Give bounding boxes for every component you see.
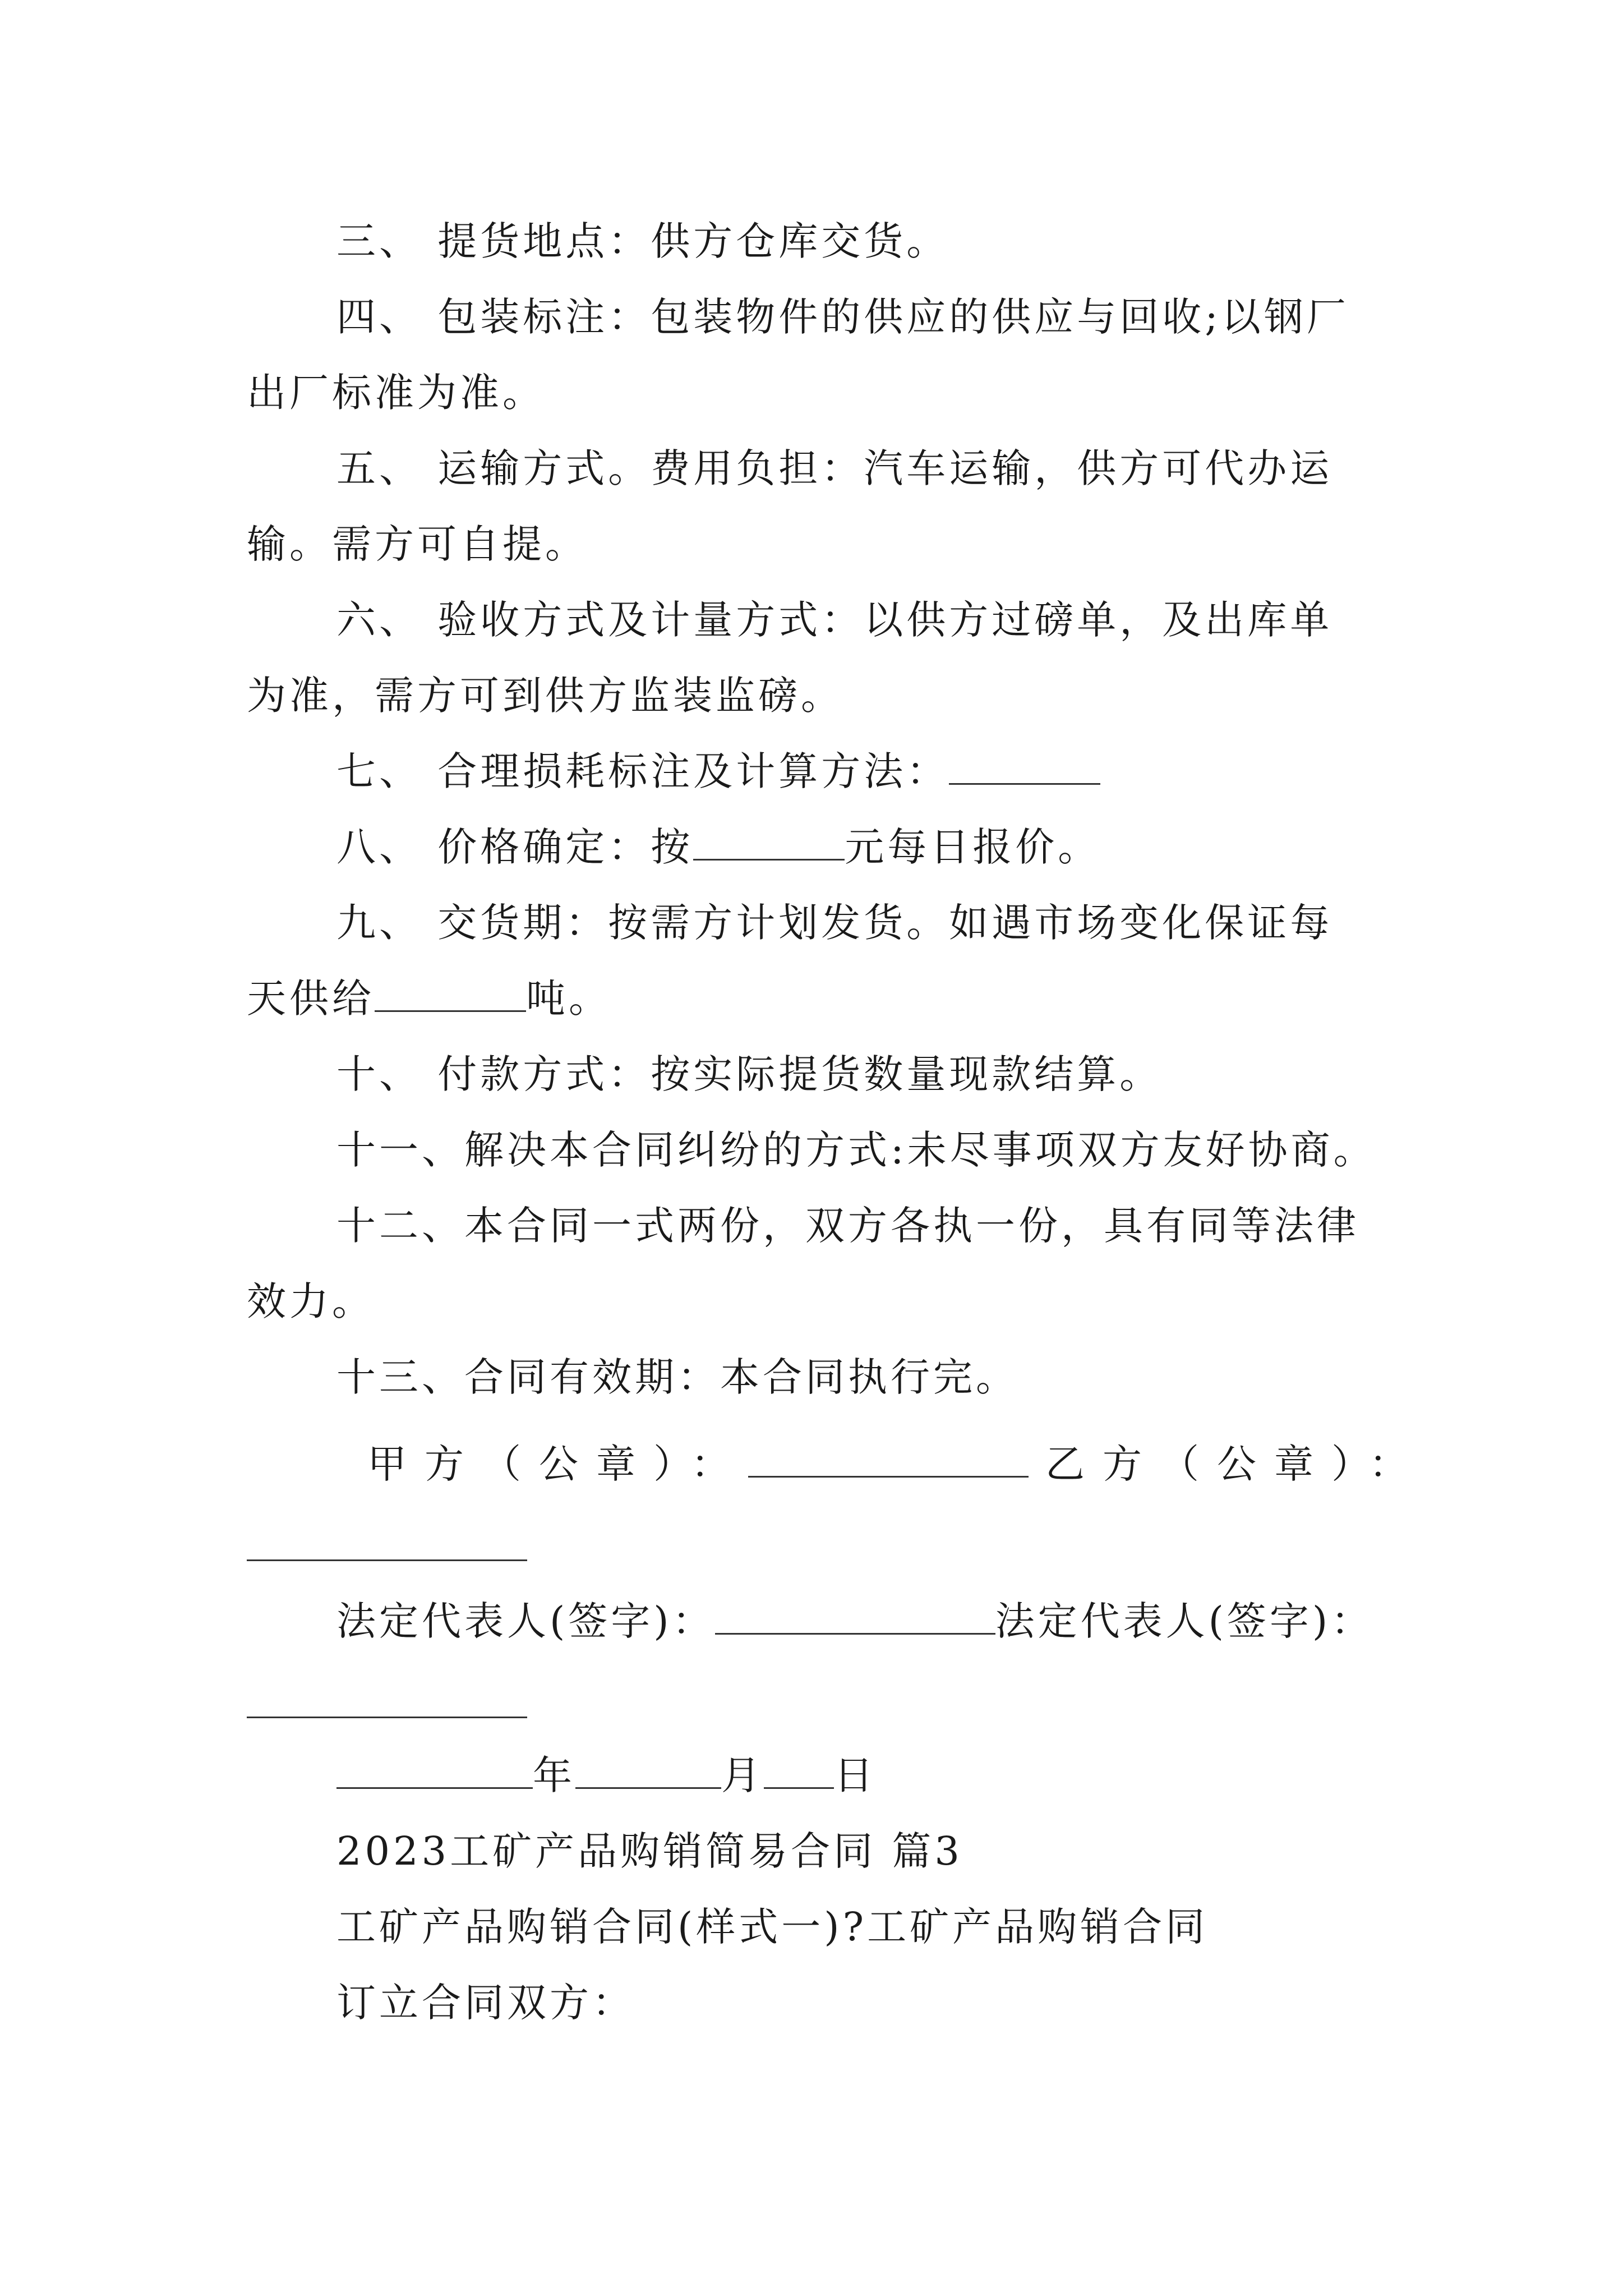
party-b-blank xyxy=(247,1559,527,1561)
rep-a-blank xyxy=(715,1599,995,1635)
clause-11: 十一、解决本合同纠纷的方式:未尽事项双方友好协商。 xyxy=(336,1127,1376,1173)
clause-9-line-2 xyxy=(247,973,611,1024)
clause-3: 三、 提货地点：供方仓库交货。 xyxy=(336,218,949,264)
clause-6-line-2: 为准，需方可到供方监装监磅。 xyxy=(247,673,843,719)
section-subtitle: 工矿产品购销合同(样式一)?工矿产品购销合同 xyxy=(336,1904,1209,1950)
clause-4-line-2: 出厂标准为准。 xyxy=(247,370,545,416)
clause-7 xyxy=(336,746,1100,797)
representative-row xyxy=(336,1596,1373,1646)
clause-4-line-1: 四、 包装标注：包装物件的供应的供应与回收;以钢厂 xyxy=(336,294,1349,340)
clause-9-line-1: 九、 交货期：按需方计划发货。如遇市场变化保证每 xyxy=(336,900,1333,946)
clause-9-text-b: 天供给 xyxy=(247,976,375,1022)
clause-13: 十三、合同有效期：本合同执行完。 xyxy=(336,1354,1018,1400)
clause-10: 十、 付款方式：按实际提货数量现款结算。 xyxy=(336,1051,1163,1097)
clause-6-line-1: 六、 验收方式及计量方式：以供方过磅单，及出库单 xyxy=(336,597,1333,643)
year-blank xyxy=(336,1754,533,1789)
clause-5-line-1: 五、 运输方式。费用负担：汽车运输，供方可代办运 xyxy=(336,445,1333,491)
clause-5-line-2: 输。需方可自提。 xyxy=(247,521,588,567)
clause-8-text-b: 元每日报价。 xyxy=(845,824,1101,870)
party-b-label: 乙方（公章）： xyxy=(1045,1441,1426,1487)
party-signature-row xyxy=(367,1439,1426,1489)
party-a-label: 甲方（公章）： xyxy=(367,1441,748,1487)
blank-field xyxy=(375,977,526,1012)
month-blank xyxy=(575,1754,721,1789)
rep-b-label: 法定代表人(签字)： xyxy=(995,1598,1374,1644)
clause-12-line-1: 十二、本合同一式两份，双方各执一份，具有同等法律 xyxy=(336,1203,1359,1249)
blank-field xyxy=(949,749,1100,785)
year-label: 年 xyxy=(533,1752,575,1798)
parties-label: 订立合同双方： xyxy=(336,1980,635,2026)
day-label: 日 xyxy=(834,1752,877,1798)
clause-8 xyxy=(336,822,1100,872)
rep-a-label: 法定代表人(签字)： xyxy=(336,1598,715,1644)
blank-field xyxy=(693,825,845,861)
section-heading: 2023工矿产品购销简易合同 篇3 xyxy=(336,1828,963,1874)
clause-8-text-a: 八、 价格确定：按 xyxy=(336,824,694,870)
party-a-blank xyxy=(748,1442,1029,1478)
clause-12-line-2: 效力。 xyxy=(247,1278,375,1324)
day-blank xyxy=(764,1754,834,1789)
date-row xyxy=(336,1750,877,1801)
rep-b-blank xyxy=(247,1717,527,1718)
clause-7-text: 七、 合理损耗标注及计算方法： xyxy=(336,748,949,794)
month-label: 月 xyxy=(721,1752,764,1798)
clause-9-text-c: 吨。 xyxy=(526,976,611,1022)
